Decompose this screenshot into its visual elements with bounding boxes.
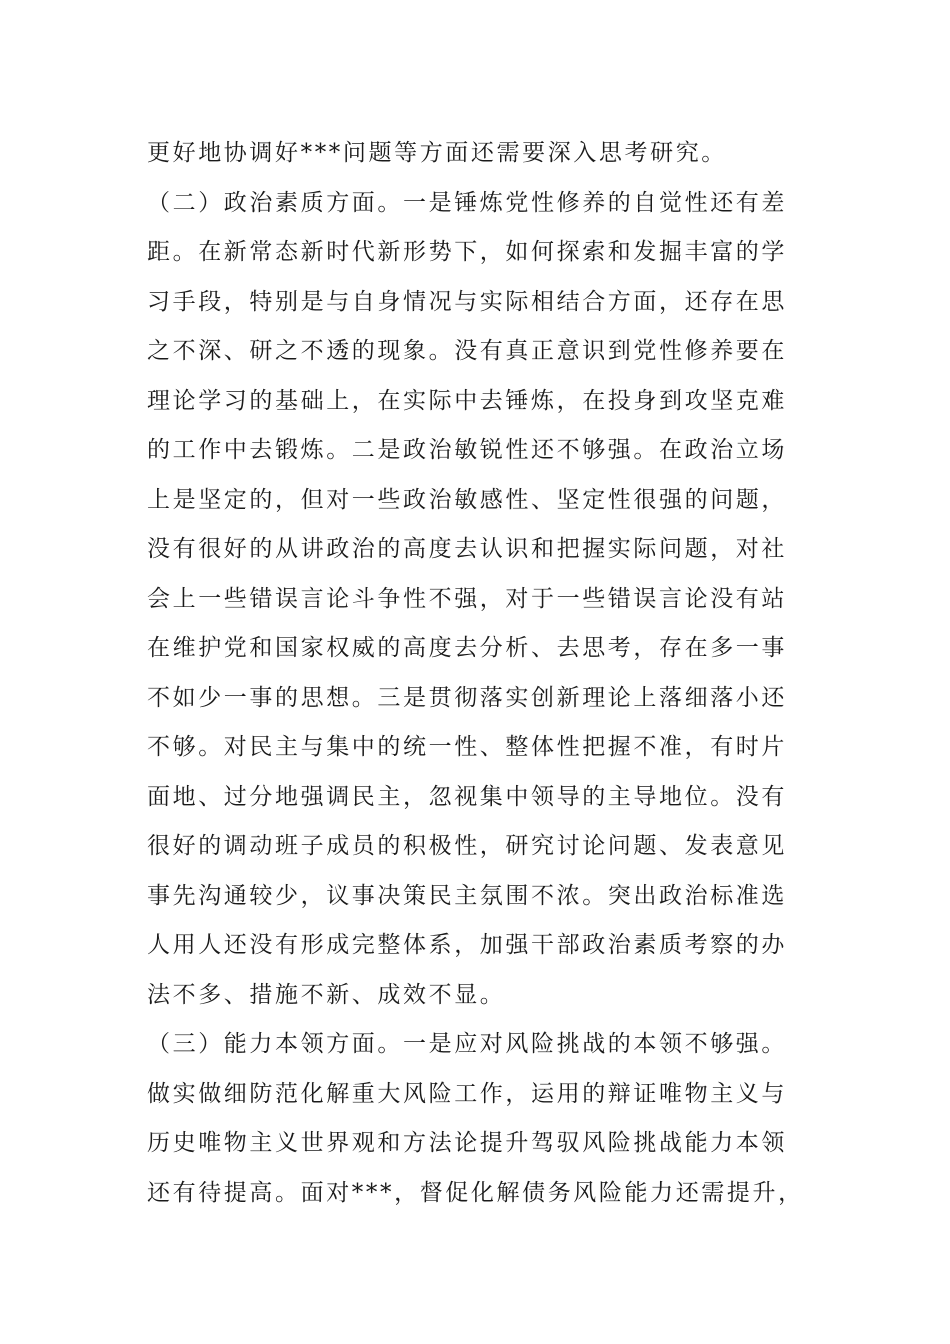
text-line: 没有很好的从讲政治的高度去认识和把握实际问题，对社	[147, 536, 787, 562]
text-line: 事先沟通较少，议事决策民主氛围不浓。突出政治标准选	[147, 882, 787, 909]
text-line: 不够。对民主与集中的统一性、整体性把握不准，有时片	[147, 734, 787, 760]
text-line: 不如少一事的思想。三是贯彻落实创新理论上落细落小还	[147, 684, 787, 711]
text-line: 习手段，特别是与自身情况与实际相结合方面，还存在思	[147, 288, 787, 315]
text-line: 很好的调动班子成员的积极性，研究讨论问题、发表意见	[147, 833, 787, 859]
text-line: 法不多、措施不新、成效不显。	[147, 981, 506, 1008]
text-line: 之不深、研之不透的现象。没有真正意识到党性修养要在	[147, 338, 787, 364]
document-body	[147, 129, 807, 1218]
text-line: 在维护党和国家权威的高度去分析、去思考，存在多一事	[147, 635, 787, 661]
text-line: 理论学习的基础上，在实际中去锤炼，在投身到攻坚克难	[147, 387, 787, 414]
text-line: 人用人还没有形成完整体系，加强干部政治素质考察的办	[147, 932, 787, 958]
text-line: 上是坚定的，但对一些政治敏感性、坚定性很强的问题，	[147, 486, 787, 513]
text-line: 的工作中去锻炼。二是政治敏锐性还不够强。在政治立场	[147, 437, 787, 463]
text-line: 会上一些错误言论斗争性不强，对于一些错误言论没有站	[147, 585, 787, 612]
text-line: 距。在新常态新时代新形势下，如何探索和发掘丰富的学	[147, 239, 787, 265]
text-line: 历史唯物主义世界观和方法论提升驾驭风险挑战能力本领	[147, 1130, 787, 1156]
text-line: 做实做细防范化解重大风险工作，运用的辩证唯物主义与	[147, 1080, 787, 1107]
text-line: 还有待提高。面对***，督促化解债务风险能力还需提升，	[147, 1179, 804, 1206]
text-line: 面地、过分地强调民主，忽视集中领导的主导地位。没有	[147, 783, 787, 810]
text-line: （三）能力本领方面。一是应对风险挑战的本领不够强。	[147, 1031, 787, 1057]
text-line: （二）政治素质方面。一是锤炼党性修养的自觉性还有差	[147, 189, 787, 216]
text-line: 更好地协调好***问题等方面还需要深入思考研究。	[147, 140, 727, 166]
